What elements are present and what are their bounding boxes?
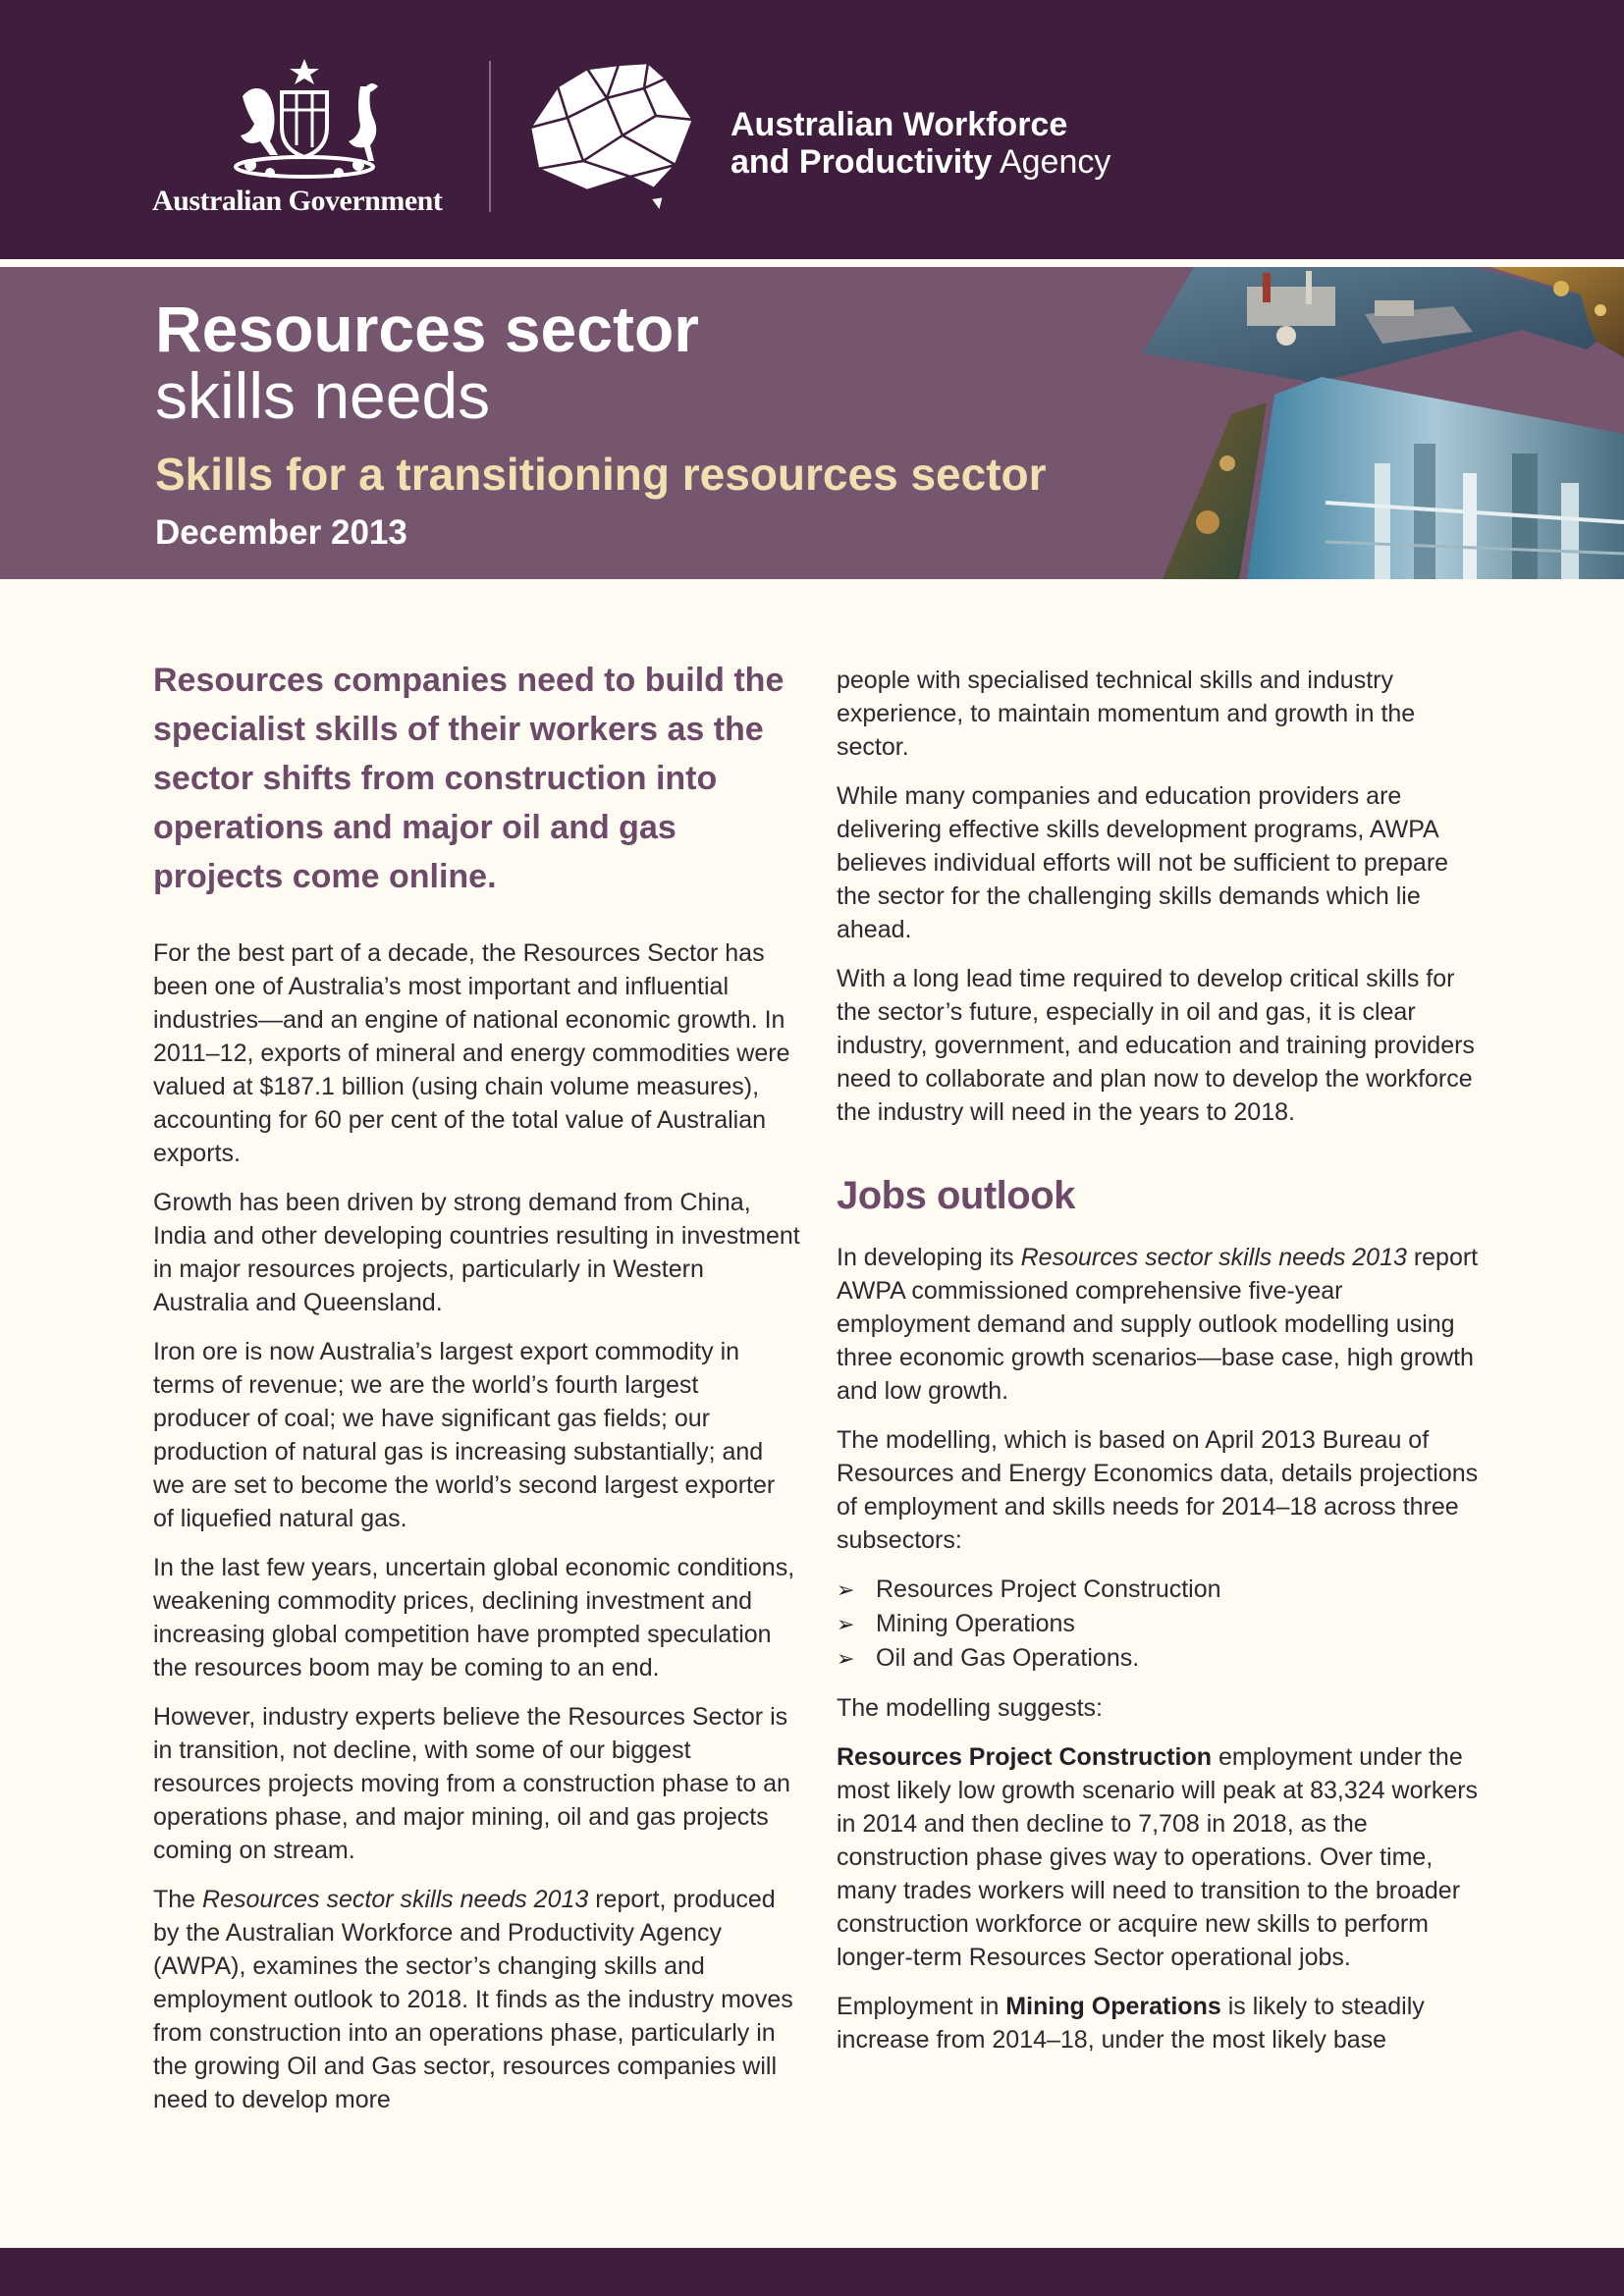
report-title: Resources sector skills needs 2013 [202,1886,589,1913]
resources-photo-collage [1129,267,1624,579]
body-paragraph [837,1241,1480,1408]
coat-of-arms-icon [221,57,388,185]
body-paragraph: Growth has been driven by strong demand from China, India and other developing countries resulting in investment in major resources projects, particularly in Western Australia and Queensland. [153,1189,800,1316]
publication-date: December 2013 [155,513,407,552]
body-paragraph: The modelling, which is based on April 2013 Bureau of Resources and Energy Economics data, details projections of employment and skills needs for 2014–18 across three subsectors: [837,1426,1479,1554]
subsector-list [837,1573,1480,1676]
header-bar [0,0,1624,259]
text-run: employment under the most likely low growth scenario will peak at 83,324 workers in 2014 and then decline to 7,708 in 2018, as the construction phase gives way to operations. Over time, many trades workers will need to transition to the broader construction workforce or acquire new skills to perform longer-term Resources Sector operational jobs. [837,1743,1479,1971]
body-paragraph: The modelling suggests: [837,1694,1103,1722]
australia-map-icon [528,59,705,216]
body-paragraph: However, industry experts believe the Resources Sector is in transition, not decline, with some of our biggest resources projects moving from a construction phase to an operations phase, and major mining, oil and gas projects coming on stream. [153,1703,790,1864]
body-paragraph: people with specialised technical skills and industry experience, to maintain momentum and growth in the sector. [837,667,1416,761]
report-title: Resources sector skills needs 2013 [1020,1244,1407,1271]
page-subtitle: skills needs [155,359,491,432]
logo-divider [489,61,491,212]
government-name: Australian Government [152,185,443,217]
left-column [153,656,801,2132]
list-item [837,1607,1480,1641]
text-run: Employment in [837,1993,1006,2020]
page-tagline: Skills for a transitioning resources sector [155,449,1047,500]
australian-government-logo [152,57,457,224]
right-column [837,664,1480,2072]
subsector-name: Resources Project Construction [837,1743,1213,1771]
list-item-label: Resources Project Construction [876,1575,1221,1603]
footer-bar [0,2248,1624,2296]
text-run: The [153,1886,203,1913]
list-item [837,1641,1480,1676]
agency-name-line1: Australian Workforce [731,106,1068,143]
page-title: Resources sector [155,293,699,365]
list-item-label: Oil and Gas Operations. [876,1644,1140,1672]
body-paragraph: For the best part of a decade, the Resources Sector has been one of Australia’s most important and influential industries—and an engine of national economic growth. In 2011–12, exports of mineral and energy commodities were valued at $187.1 billion (using chain volume measures), accounting for 60 per cent of the total value of Australian exports. [153,939,790,1167]
subsector-name: Mining Operations [1005,1993,1221,2020]
body-paragraph [837,1740,1480,1974]
list-item-label: Mining Operations [876,1610,1075,1637]
body-paragraph: Iron ore is now Australia’s largest export commodity in terms of revenue; we are the world’s fourth largest producer of coal; we have significant gas fields; our production of natural gas is increasing substantially; and we are set to become the world’s second largest exporter of liquefied natural gas. [153,1338,776,1532]
arrow-bullet-icon: ➢ [837,1577,855,1602]
agency-name [731,106,1110,181]
list-item [837,1573,1480,1607]
agency-name-bold: and Productivity [731,143,993,181]
agency-name-light: Agency [992,143,1111,181]
body-paragraph: While many companies and education providers are delivering effective skills development programs, AWPA believes individual efforts will not be sufficient to prepare the sector for the challenging skills demands which lie ahead. [837,782,1449,943]
arrow-bullet-icon: ➢ [837,1646,855,1671]
section-heading-jobs-outlook: Jobs outlook [837,1174,1075,1217]
arrow-bullet-icon: ➢ [837,1612,855,1636]
text-run: is likely to steadily increase from 2014–18, under the most likely base [837,1993,1425,2054]
text-run: report AWPA commissioned comprehensive five-year employment demand and supply outlook modelling using three economic growth scenarios—base case, high growth and low growth. [837,1244,1479,1405]
body-paragraph [837,1990,1480,2056]
agency-name-line2 [731,143,1110,181]
lead-paragraph: Resources companies need to build the specialist skills of their workers as the sector shifts from construction into operations and major oil and gas projects come online. [153,662,785,895]
body-paragraph [153,1883,801,2116]
text-run: In developing its [837,1244,1021,1271]
body-paragraph: In the last few years, uncertain global economic conditions, weakening commodity prices, declining investment and increasing global competition have prompted speculation the resources boom may be coming to an end. [153,1554,795,1682]
text-run: report, produced by the Australian Workforce and Productivity Agency (AWPA), examines the sector’s changing skills and employment outlook to 2018. It finds as the industry moves from construction into an operations phase, particularly in the growing Oil and Gas sector, resources companies will need to develop more [153,1886,793,2113]
title-band [0,267,1624,579]
body-paragraph: With a long lead time required to develop critical skills for the sector’s future, especially in oil and gas, it is clear industry, government, and education and training providers need to collaborate and plan now to develop the workforce the industry will need in the years to 2018. [837,965,1475,1126]
